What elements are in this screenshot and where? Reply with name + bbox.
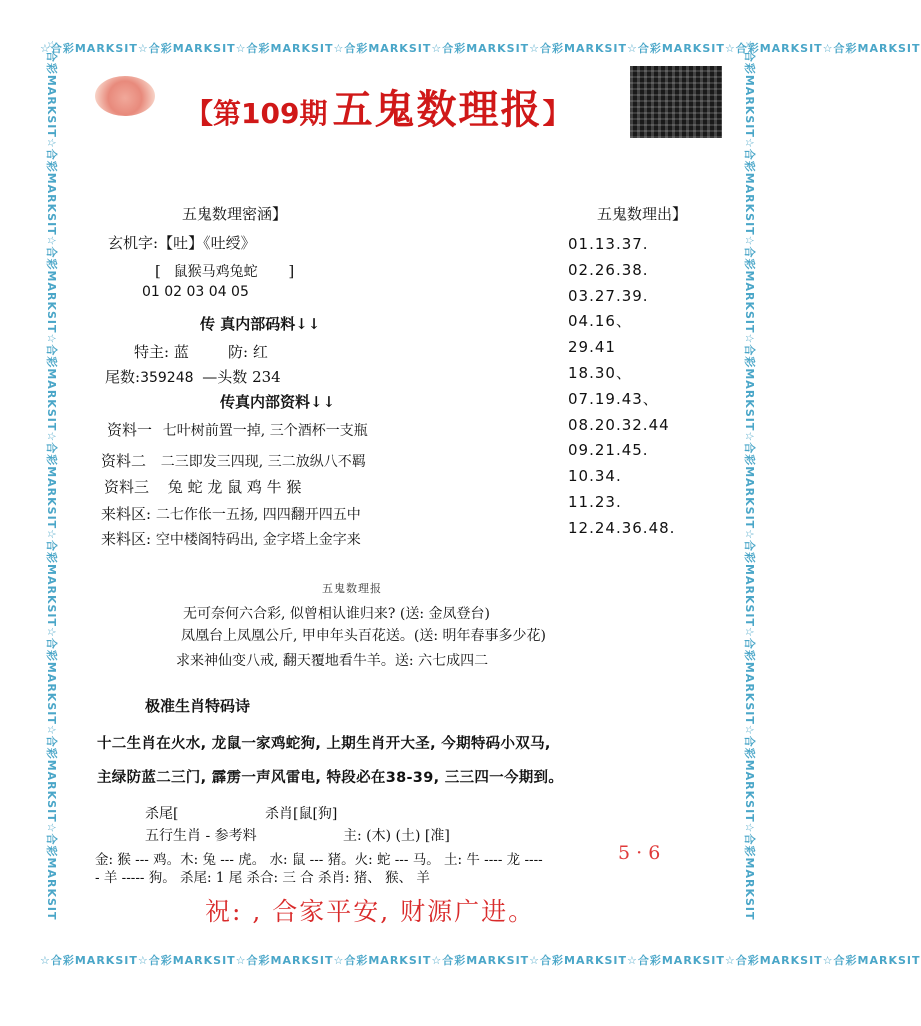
tail-label: 尾数: (105, 368, 141, 386)
qr-code-image (630, 66, 722, 138)
number-line: 02.26.38. (568, 260, 649, 279)
xuanji-label: 玄机字: (108, 234, 159, 252)
zodiac-bracket-left: [ (155, 262, 161, 280)
right-watermark-border (744, 40, 758, 960)
data-item-text: 二三即发三四现, 三二放纵八不羁 (160, 454, 366, 470)
wish-line: 祝: , 合家平安, 财源广进。 (205, 897, 536, 926)
tail-row (105, 366, 281, 387)
header-bracket-left: 【 (185, 97, 214, 130)
number-line: 10.34. (568, 467, 622, 486)
page-title: 五鬼数理报 (332, 86, 543, 133)
five-elements-line-2: - 羊 ----- 狗。 杀尾: 1 尾 杀合: 三 合 杀肖: 猪、 猴、 羊 (95, 870, 430, 886)
head-numbers: —头数 234 (202, 368, 281, 386)
five-elements-label: 五行生肖 - 参考料 (145, 828, 257, 844)
number-line: 12.24.36.48. (568, 518, 676, 537)
data-item-label: 来料区: (101, 530, 152, 548)
number-line: 07.19.43、 (568, 389, 659, 408)
data-item-label: 资料一 (107, 421, 153, 439)
number-line: 04.16、 (568, 312, 632, 331)
number-line: 03.27.39. (568, 286, 649, 305)
zodiac-bracket-right: ] (288, 262, 295, 280)
tail-value: 359248 (140, 370, 194, 386)
poem-small-title: 五鬼数理报 (322, 582, 382, 595)
section-title-secrets: 五鬼数理密涵】 (182, 205, 288, 223)
five-elements-line-1: 金: 猴 --- 鸡。木: 兔 --- 虎。 水: 鼠 --- 猪。火: 蛇 --- 马。 土: 牛 ---- 龙 ---- (95, 852, 543, 868)
number-line: 18.30、 (568, 363, 632, 382)
top-watermark-border: ☆合彩MARKSIT☆合彩MARKSIT☆合彩MARKSIT☆合彩MARKSIT☆合彩MARKSIT☆合彩MARKSIT☆合彩MARKSIT☆合彩MARKSIT☆合彩MARKSIT (40, 42, 921, 55)
data-item-2 (101, 450, 366, 471)
data-item-label: 资料三 (104, 478, 150, 496)
kill-tail-label: 杀尾[ (145, 806, 179, 822)
fax-data-title: 传真内部资料↓↓ (220, 393, 336, 411)
data-item-4 (101, 503, 361, 524)
data-item-text: 七叶树前置一掉, 三个酒杯一支瓶 (162, 423, 368, 439)
number-line: 09.21.45. (568, 441, 649, 460)
main-elements-label: 主: (木) (土) [准] (343, 828, 450, 844)
data-item-5 (101, 528, 361, 549)
zodiac-poem-line-1: 十二生肖在火水, 龙鼠一家鸡蛇狗, 上期生肖开大圣, 今期特码小双马, (97, 736, 551, 752)
zodiac-poem-line-2: 主绿防蓝二三门, 霹雳一声风雷电, 特段必在38-39, 三三四一今期到。 (97, 770, 564, 786)
data-item-text: 兔 蛇 龙 鼠 鸡 牛 猴 (167, 478, 302, 496)
xuanji-value: 【吐】《吐绶》 (158, 234, 256, 252)
guard-label: 防: 红 (228, 343, 268, 361)
number-line: 11.23. (568, 492, 622, 511)
left-watermark-border (46, 40, 60, 960)
poem-line-1: 无可奈何六合彩, 似曾相认谁归来? (送: 金凤登台) (183, 606, 490, 622)
poem-line-2: 凤凰台上凤凰公斤, 甲申年头百花送。(送: 明年春事多少花) (181, 628, 546, 644)
header-bracket-right: 】 (542, 97, 571, 130)
bottom-watermark-border: ☆合彩MARKSIT☆合彩MARKSIT☆合彩MARKSIT☆合彩MARKSIT☆合彩MARKSIT☆合彩MARKSIT☆合彩MARKSIT☆合彩MARKSIT☆合彩MARKSIT (40, 954, 921, 967)
mascot-logo-image (95, 76, 155, 116)
number-line: 01.13.37. (568, 235, 649, 253)
handwritten-marks: 5 · 6 (618, 842, 661, 864)
page-header (185, 78, 571, 135)
data-item-label: 资料二 (101, 452, 147, 470)
poem-line-3: 求来神仙变八戒, 翻天覆地看牛羊。送: 六七成四二 (176, 653, 489, 669)
section-title-numbers: 五鬼数理出】 (597, 205, 688, 223)
zodiac-list: 鼠猴马鸡兔蛇 (173, 264, 258, 280)
number-column (568, 232, 675, 542)
data-item-label: 来料区: (101, 505, 152, 523)
special-main-label: 特主: 蓝 (134, 343, 189, 361)
xuanji-row (108, 232, 256, 253)
left-watermark-text: ☆合彩MARKSIT☆合彩MARKSIT☆合彩MARKSIT☆合彩MARKSIT☆合彩MARKSIT☆合彩MARKSIT☆合彩MARKSIT☆合彩MARKSIT☆合彩MARKSIT (45, 40, 58, 921)
issue-number: 第109期 (213, 97, 328, 130)
data-item-1 (107, 419, 368, 440)
zodiac-poem-title: 极准生肖特码诗 (145, 697, 251, 715)
fax-code-title: 传 真内部码料↓↓ (200, 315, 321, 333)
data-item-text: 二七作伥一五扬, 四四翻开四五中 (155, 507, 361, 523)
data-item-text: 空中楼阁特码出, 金字塔上金字来 (155, 532, 361, 548)
zodiac-row (155, 261, 294, 281)
number-line: 29.41 (568, 338, 616, 357)
right-watermark-text: ☆合彩MARKSIT☆合彩MARKSIT☆合彩MARKSIT☆合彩MARKSIT☆合彩MARKSIT☆合彩MARKSIT☆合彩MARKSIT☆合彩MARKSIT☆合彩MARKSIT (743, 40, 756, 921)
kill-zodiac-label: 杀肖[鼠[狗] (265, 806, 338, 822)
number-line: 08.20.32.44 (568, 415, 670, 434)
number-list: 01 02 03 04 05 (142, 284, 249, 300)
data-item-3 (104, 476, 301, 497)
